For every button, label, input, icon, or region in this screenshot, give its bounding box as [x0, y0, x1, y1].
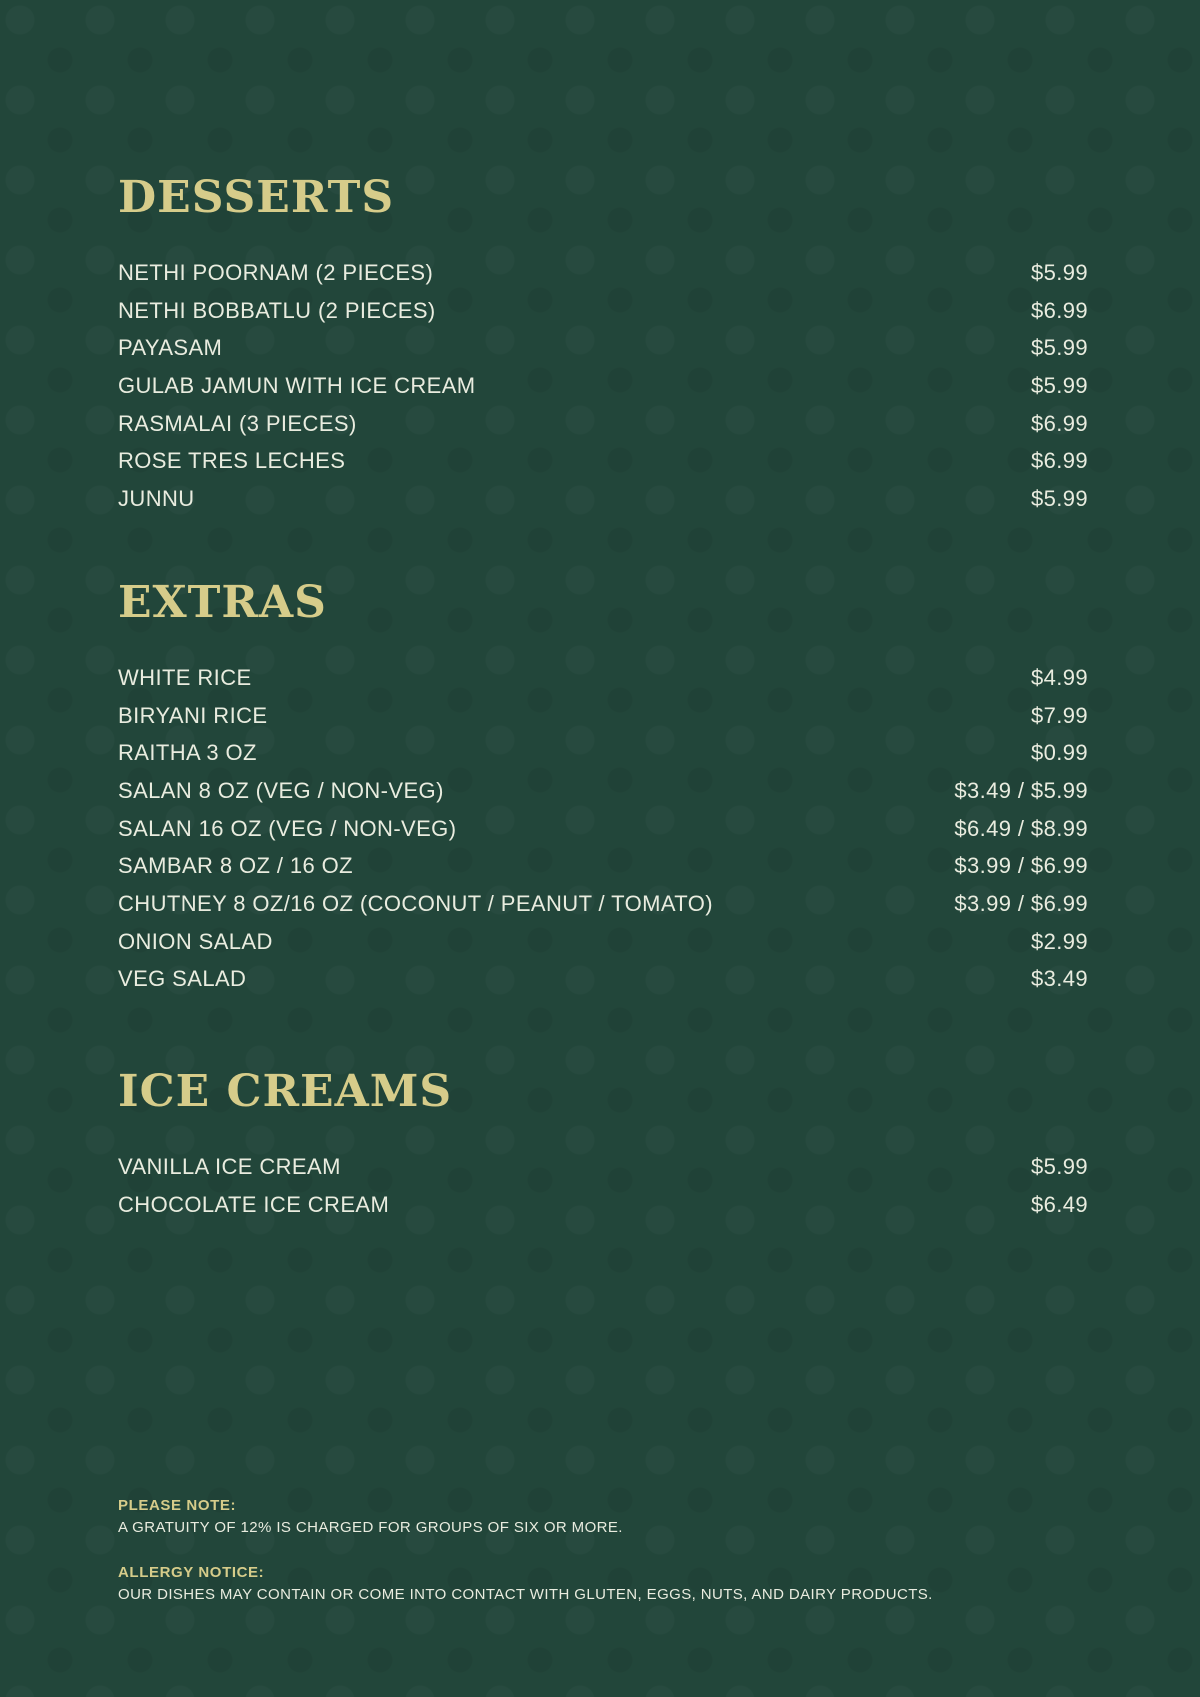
- item-price: $4.99: [1030, 664, 1088, 690]
- extras-title: EXTRAS: [118, 577, 327, 628]
- item-name: SAMBAR 8 OZ / 16 OZ: [118, 853, 353, 879]
- menu-item: [118, 480, 1088, 518]
- item-name: RAITHA 3 OZ: [118, 740, 257, 766]
- allergy-notice-text: OUR DISHES MAY CONTAIN OR COME INTO CONTACT WITH GLUTEN, EGGS, NUTS, AND DAIRY PRODUCTS.: [118, 1586, 933, 1603]
- menu-item: [118, 961, 1088, 999]
- item-name: NETHI BOBBATLU (2 PIECES): [118, 297, 436, 323]
- item-price: $3.49: [1030, 966, 1088, 992]
- ice-creams-title: ICE CREAMS: [118, 1066, 453, 1117]
- menu-item: [118, 367, 1088, 405]
- item-price: $5.99: [1030, 485, 1088, 511]
- desserts-section: [118, 172, 1088, 518]
- menu-item: [118, 734, 1088, 772]
- item-price: $7.99: [1030, 702, 1088, 728]
- menu-item: [118, 847, 1088, 885]
- menu-item: [118, 442, 1088, 480]
- menu-item: [118, 697, 1088, 735]
- item-price: $2.99: [1030, 928, 1088, 954]
- menu-item: [118, 405, 1088, 443]
- item-price: $6.49: [1030, 1191, 1088, 1217]
- allergy-notice-heading: ALLERGY NOTICE:: [118, 1564, 265, 1581]
- item-name: WHITE RICE: [118, 664, 252, 690]
- item-name: ONION SALAD: [118, 928, 273, 954]
- item-name: VANILLA ICE CREAM: [118, 1153, 341, 1179]
- extras-section: [118, 577, 1088, 998]
- notes-footer: [118, 1497, 1118, 1608]
- item-price: $3.99 / $6.99: [954, 890, 1088, 916]
- item-name: ROSE TRES LECHES: [118, 448, 346, 474]
- item-name: VEG SALAD: [118, 966, 247, 992]
- desserts-list: [118, 254, 1088, 518]
- menu-item: [118, 1186, 1088, 1224]
- menu-item: [118, 810, 1088, 848]
- item-price: $0.99: [1030, 740, 1088, 766]
- item-price: $6.99: [1030, 448, 1088, 474]
- menu-item: [118, 659, 1088, 697]
- item-price: $3.99 / $6.99: [954, 853, 1088, 879]
- item-name: SALAN 16 OZ (VEG / NON-VEG): [118, 815, 457, 841]
- please-note-heading: PLEASE NOTE:: [118, 1497, 237, 1514]
- ice-creams-section: [118, 1066, 1088, 1223]
- please-note-block: [118, 1497, 1118, 1541]
- menu-item: [118, 923, 1088, 961]
- item-name: CHOCOLATE ICE CREAM: [118, 1191, 390, 1217]
- menu-item: [118, 772, 1088, 810]
- item-name: GULAB JAMUN WITH ICE CREAM: [118, 372, 476, 398]
- desserts-title: DESSERTS: [118, 172, 395, 223]
- item-price: $6.99: [1030, 297, 1088, 323]
- menu-item: [118, 254, 1088, 292]
- ice-creams-list: [118, 1148, 1088, 1223]
- item-price: $5.99: [1030, 1153, 1088, 1179]
- menu-item: [118, 885, 1088, 923]
- item-name: SALAN 8 OZ (VEG / NON-VEG): [118, 777, 444, 803]
- item-price: $6.99: [1030, 410, 1088, 436]
- allergy-notice-block: [118, 1564, 1118, 1608]
- item-name: NETHI POORNAM (2 PIECES): [118, 259, 434, 285]
- gratuity-note-text: A GRATUITY OF 12% IS CHARGED FOR GROUPS OF SIX OR MORE.: [118, 1519, 623, 1536]
- item-price: $6.49 / $8.99: [954, 815, 1088, 841]
- item-name: JUNNU: [118, 485, 195, 511]
- menu-item: [118, 292, 1088, 330]
- item-name: PAYASAM: [118, 335, 223, 361]
- menu-item: [118, 1148, 1088, 1186]
- item-name: BIRYANI RICE: [118, 702, 268, 728]
- item-price: $5.99: [1030, 372, 1088, 398]
- extras-list: [118, 659, 1088, 998]
- item-price: $5.99: [1030, 259, 1088, 285]
- item-price: $5.99: [1030, 335, 1088, 361]
- item-price: $3.49 / $5.99: [954, 777, 1088, 803]
- item-name: CHUTNEY 8 OZ/16 OZ (COCONUT / PEANUT / TOMATO): [118, 890, 713, 916]
- menu-item: [118, 329, 1088, 367]
- item-name: RASMALAI (3 PIECES): [118, 410, 357, 436]
